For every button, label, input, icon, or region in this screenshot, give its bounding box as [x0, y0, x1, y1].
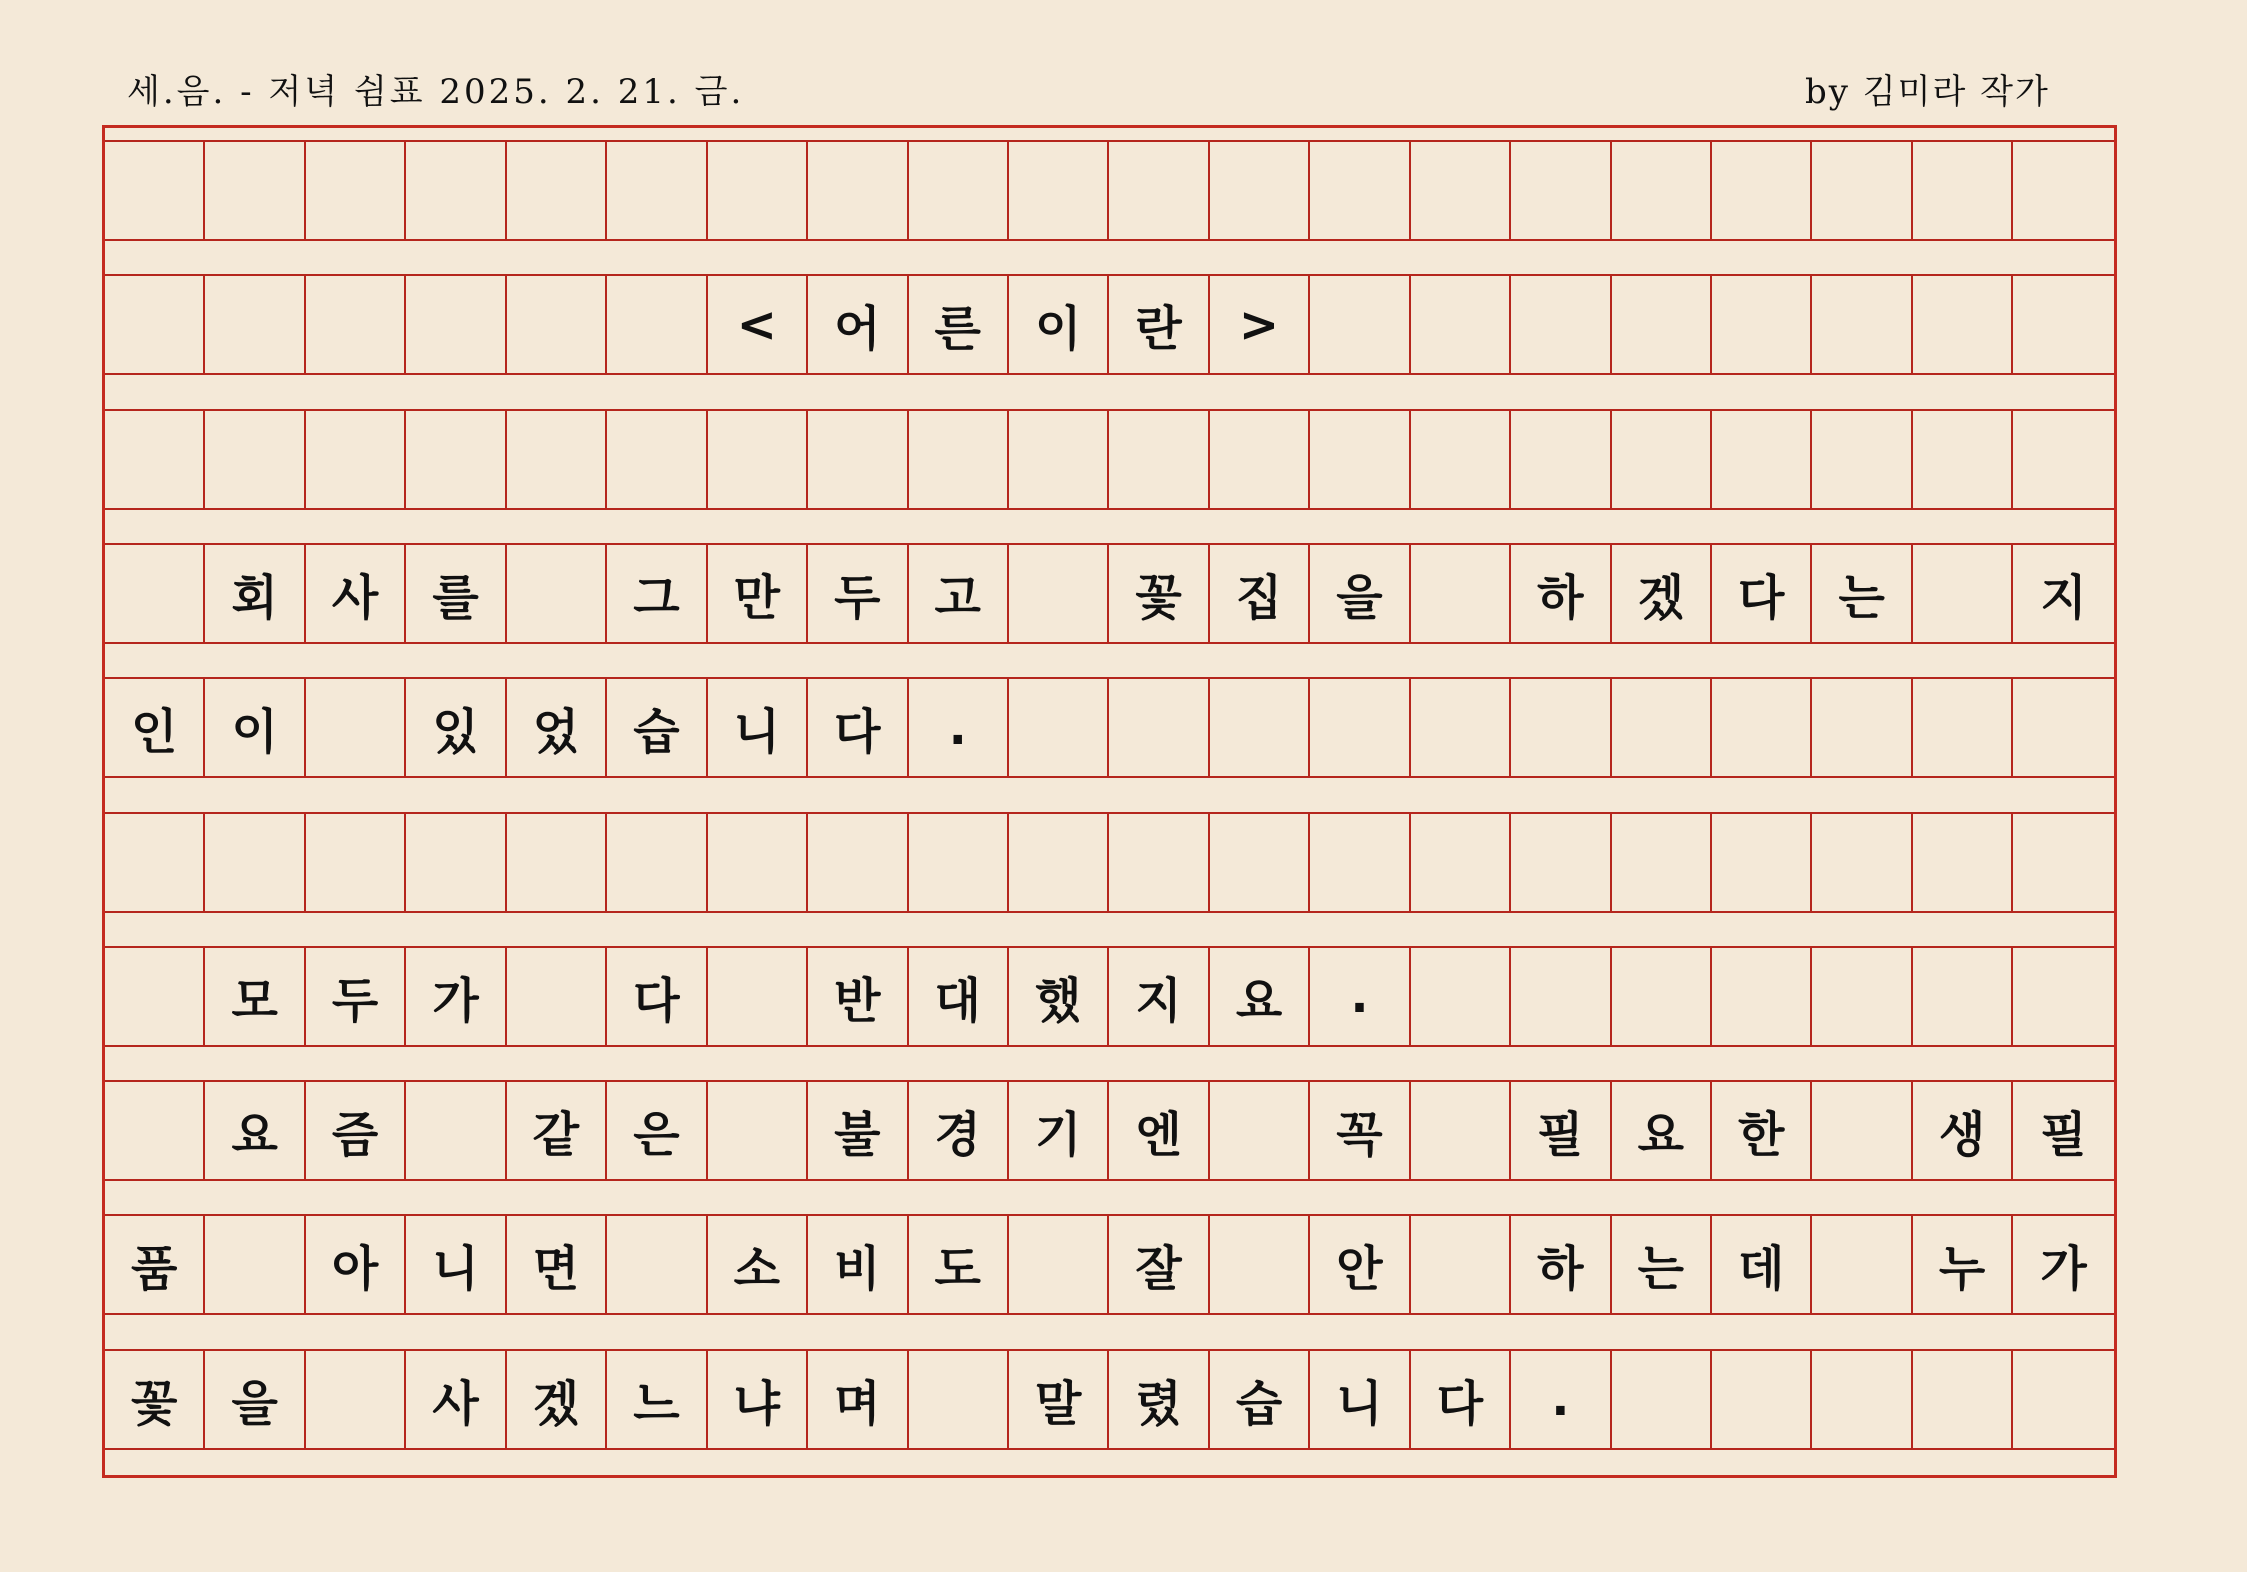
grid-cell: [1612, 1351, 1712, 1448]
grid-cell: 고: [909, 545, 1009, 642]
grid-cell: 회: [205, 545, 305, 642]
grid-cell: [708, 814, 808, 911]
grid-cell: [808, 411, 908, 508]
grid-cell: [1310, 142, 1410, 239]
grid-cell: [105, 814, 205, 911]
grid-cell: 습: [1210, 1351, 1310, 1448]
grid-cell: 품: [105, 1216, 205, 1313]
grid-cell: [1310, 411, 1410, 508]
grid-cell: [1612, 411, 1712, 508]
grid-cell: [1812, 948, 1912, 1045]
grid-row: [105, 140, 2114, 241]
grid-cell: [1511, 679, 1611, 776]
grid-cell: [1712, 814, 1812, 911]
header-author: by 김미라 작가: [1805, 72, 2050, 112]
grid-cell: 인: [105, 679, 205, 776]
grid-cell: 니: [406, 1216, 506, 1313]
grid-cell: [1411, 679, 1511, 776]
grid-cell: [306, 411, 406, 508]
grid-cell: [1812, 1351, 1912, 1448]
grid-cell: [306, 276, 406, 373]
grid-cell: [1511, 948, 1611, 1045]
grid-cell: 가: [2040, 1241, 2087, 1298]
grid-cell: 불: [808, 1082, 908, 1179]
grid-cell: 말: [1009, 1351, 1109, 1448]
grid-cell: [1009, 545, 1109, 642]
grid-cell: [1009, 142, 1109, 239]
grid-cell: [909, 142, 1009, 239]
grid-cell: [1411, 411, 1511, 508]
grid-cell: 꽃: [105, 1351, 205, 1448]
grid-cell: [1913, 1351, 2013, 1448]
grid-cell: [205, 276, 305, 373]
grid-cell: .: [909, 679, 1009, 776]
grid-cell: [406, 142, 506, 239]
grid-cell: 그: [607, 545, 707, 642]
grid-cell: [607, 142, 707, 239]
grid-cell: 요: [1210, 948, 1310, 1045]
grid-cell: [1411, 1082, 1511, 1179]
grid-cell: [1109, 814, 1209, 911]
grid-cell: >: [1210, 276, 1310, 373]
grid-cell: 요: [1612, 1082, 1712, 1179]
grid-row: [105, 812, 2114, 913]
grid-cell: [1712, 948, 1812, 1045]
grid-cell: 란: [1109, 276, 1209, 373]
grid-cell: [1913, 948, 2013, 1045]
grid-cell: 필: [1511, 1082, 1611, 1179]
grid-cell: [1109, 142, 1209, 239]
grid-cell: [306, 679, 406, 776]
grid-cell: 니: [708, 679, 808, 776]
grid-cell: [1812, 276, 1912, 373]
grid-cell: 지: [2040, 569, 2087, 626]
grid-row: [105, 1214, 2114, 1315]
grid-cell: [105, 276, 205, 373]
grid-cell: [1210, 1216, 1310, 1313]
grid-cell: 는: [1612, 1216, 1712, 1313]
grid-cell: [2013, 679, 2113, 776]
grid-cell: 두: [808, 545, 908, 642]
grid-cell: 이: [205, 679, 305, 776]
grid-cell: [1411, 142, 1511, 239]
grid-cell: [306, 1351, 406, 1448]
grid-row: [105, 274, 2114, 375]
grid-cell: 요: [205, 1082, 305, 1179]
grid-cell: 경: [909, 1082, 1009, 1179]
grid-cell: 습: [607, 679, 707, 776]
grid-cell: 집: [1210, 545, 1310, 642]
grid-cell: [1310, 276, 1410, 373]
grid-cell: 하: [1511, 545, 1611, 642]
grid-cell: [1712, 142, 1812, 239]
grid-cell: 안: [1310, 1216, 1410, 1313]
grid-cell: [607, 814, 707, 911]
grid-cell: [607, 1216, 707, 1313]
grid-cell: [205, 411, 305, 508]
grid-cell: [1913, 411, 2013, 508]
grid-cell: 대: [909, 948, 1009, 1045]
grid-cell: [1210, 411, 1310, 508]
grid-cell: [105, 142, 205, 239]
grid-cell: 이: [1009, 276, 1109, 373]
grid-cell: [909, 814, 1009, 911]
grid-cell: [507, 411, 607, 508]
header-title: 세.음. - 저녁 쉼표 2025. 2. 21. 금.: [127, 72, 745, 112]
grid-cell: <: [708, 276, 808, 373]
grid-cell: 모: [205, 948, 305, 1045]
grid-cell: [2013, 411, 2113, 508]
grid-cell: [1210, 1082, 1310, 1179]
grid-cell: 을: [205, 1351, 305, 1448]
grid-cell: [1411, 276, 1511, 373]
grid-cell: [1812, 1216, 1912, 1313]
grid-row: [105, 1080, 2114, 1181]
grid-cell: [1913, 679, 2013, 776]
grid-cell: 있: [406, 679, 506, 776]
grid-cell: 른: [909, 276, 1009, 373]
grid-cell: [306, 142, 406, 239]
grid-cell: [708, 948, 808, 1045]
grid-cell: [1109, 411, 1209, 508]
grid-cell: [1511, 276, 1611, 373]
grid-cell: [507, 814, 607, 911]
grid-cell: 즘: [306, 1082, 406, 1179]
grid-cell: [2013, 814, 2113, 911]
grid-cell: [1712, 411, 1812, 508]
grid-cell: [1913, 142, 2013, 239]
grid-cell: 엔: [1109, 1082, 1209, 1179]
grid-cell: 을: [1310, 545, 1410, 642]
grid-cell: 생: [1913, 1082, 2013, 1179]
grid-cell: 했: [1009, 948, 1109, 1045]
grid-cell: 냐: [708, 1351, 808, 1448]
grid-cell: 를: [406, 545, 506, 642]
grid-cell: 렸: [1109, 1351, 1209, 1448]
grid-cell: [105, 545, 205, 642]
grid-cell: [1612, 679, 1712, 776]
grid-cell: [1210, 679, 1310, 776]
grid-cell: [1712, 276, 1812, 373]
grid-cell: [1310, 679, 1410, 776]
grid-cell: [1712, 679, 1812, 776]
grid-cell: 누: [1913, 1216, 2013, 1313]
grid-cell: 어: [808, 276, 908, 373]
grid-cell: [808, 142, 908, 239]
grid-cell: 은: [607, 1082, 707, 1179]
grid-cell: [1812, 142, 1912, 239]
grid-cell: [1511, 142, 1611, 239]
grid-cell: 꽃: [1109, 545, 1209, 642]
grid-cell: 같: [507, 1082, 607, 1179]
grid-cell: .: [1511, 1351, 1611, 1448]
grid-cell: [205, 814, 305, 911]
grid-cell: [1009, 411, 1109, 508]
grid-cell: [1913, 545, 2013, 642]
grid-cell: 는: [1812, 545, 1912, 642]
grid-cell: 느: [607, 1351, 707, 1448]
grid-cell: [1612, 948, 1712, 1045]
grid-cell: [507, 545, 607, 642]
grid-cell: 다: [1411, 1351, 1511, 1448]
grid-cell: 면: [507, 1216, 607, 1313]
grid-cell: [1210, 814, 1310, 911]
grid-cell: [205, 1216, 305, 1313]
grid-cell: 겠: [1612, 545, 1712, 642]
grid-cell: 두: [306, 948, 406, 1045]
grid-cell: [406, 814, 506, 911]
grid-cell: [1812, 1082, 1912, 1179]
grid-cell: [507, 948, 607, 1045]
grid-cell: [2013, 948, 2113, 1045]
grid-cell: [1009, 679, 1109, 776]
grid-cell: [607, 276, 707, 373]
grid-cell: 잘: [1109, 1216, 1209, 1313]
grid-cell: [1411, 814, 1511, 911]
grid-cell: [1612, 142, 1712, 239]
grid-cell: .: [1310, 948, 1410, 1045]
grid-cell: 다: [607, 948, 707, 1045]
grid-cell: [205, 142, 305, 239]
grid-cell: [1009, 814, 1109, 911]
grid-cell: 하: [1511, 1216, 1611, 1313]
grid-cell: 한: [1712, 1082, 1812, 1179]
grid-cell: 소: [708, 1216, 808, 1313]
grid-row: [105, 946, 2114, 1047]
grid-cell: 반: [808, 948, 908, 1045]
grid-row: [105, 543, 2114, 644]
grid-cell: 었: [507, 679, 607, 776]
grid-cell: [909, 1351, 1009, 1448]
grid-cell: 데: [1712, 1216, 1812, 1313]
grid-cell: [1612, 276, 1712, 373]
grid-cell: [406, 276, 506, 373]
grid-cell: [1511, 411, 1611, 508]
grid-cell: [105, 411, 205, 508]
grid-cell: 가: [406, 948, 506, 1045]
grid-cell: 다: [1712, 545, 1812, 642]
grid-cell: [105, 948, 205, 1045]
grid-cell: [306, 814, 406, 911]
grid-cell: [406, 411, 506, 508]
grid-cell: 다: [808, 679, 908, 776]
grid-cell: [1712, 1351, 1812, 1448]
grid-cell: 겠: [507, 1351, 607, 1448]
grid-cell: 도: [909, 1216, 1009, 1313]
grid-cell: 비: [808, 1216, 908, 1313]
grid-cell: [1210, 142, 1310, 239]
grid-cell: [1009, 1216, 1109, 1313]
grid-cell: [1511, 814, 1611, 911]
manuscript-grid: [102, 125, 2117, 1478]
grid-cell: [1411, 545, 1511, 642]
grid-cell: [1310, 814, 1410, 911]
grid-cell: [105, 1082, 205, 1179]
grid-cell: [507, 142, 607, 239]
grid-cell: [2013, 276, 2113, 373]
grid-cell: 니: [1310, 1351, 1410, 1448]
grid-cell: 며: [808, 1351, 908, 1448]
grid-cell: [1913, 276, 2013, 373]
grid-row: [105, 677, 2114, 778]
grid-cell: [1612, 814, 1712, 911]
grid-row: [105, 1349, 2114, 1450]
grid-cell: [2013, 1351, 2113, 1448]
grid-cell: [708, 411, 808, 508]
grid-cell: [1411, 948, 1511, 1045]
grid-cell: [2013, 142, 2113, 239]
grid-cell: [1109, 679, 1209, 776]
grid-cell: [1913, 814, 2013, 911]
grid-cell: [607, 411, 707, 508]
grid-row: [105, 409, 2114, 510]
grid-cell: [708, 1082, 808, 1179]
grid-cell: [1812, 411, 1912, 508]
grid-cell: [1812, 679, 1912, 776]
grid-cell: 기: [1009, 1082, 1109, 1179]
grid-cell: 꼭: [1310, 1082, 1410, 1179]
grid-cell: 아: [306, 1216, 406, 1313]
grid-cell: [909, 411, 1009, 508]
grid-cell: [406, 1082, 506, 1179]
grid-cell: [1812, 814, 1912, 911]
grid-cell: 사: [406, 1351, 506, 1448]
grid-cell: 사: [306, 545, 406, 642]
grid-cell: [1411, 1216, 1511, 1313]
grid-cell: [708, 142, 808, 239]
grid-cell: [507, 276, 607, 373]
grid-cell: 만: [708, 545, 808, 642]
grid-cell: 지: [1109, 948, 1209, 1045]
grid-cell: 필: [2040, 1107, 2087, 1164]
grid-cell: [808, 814, 908, 911]
